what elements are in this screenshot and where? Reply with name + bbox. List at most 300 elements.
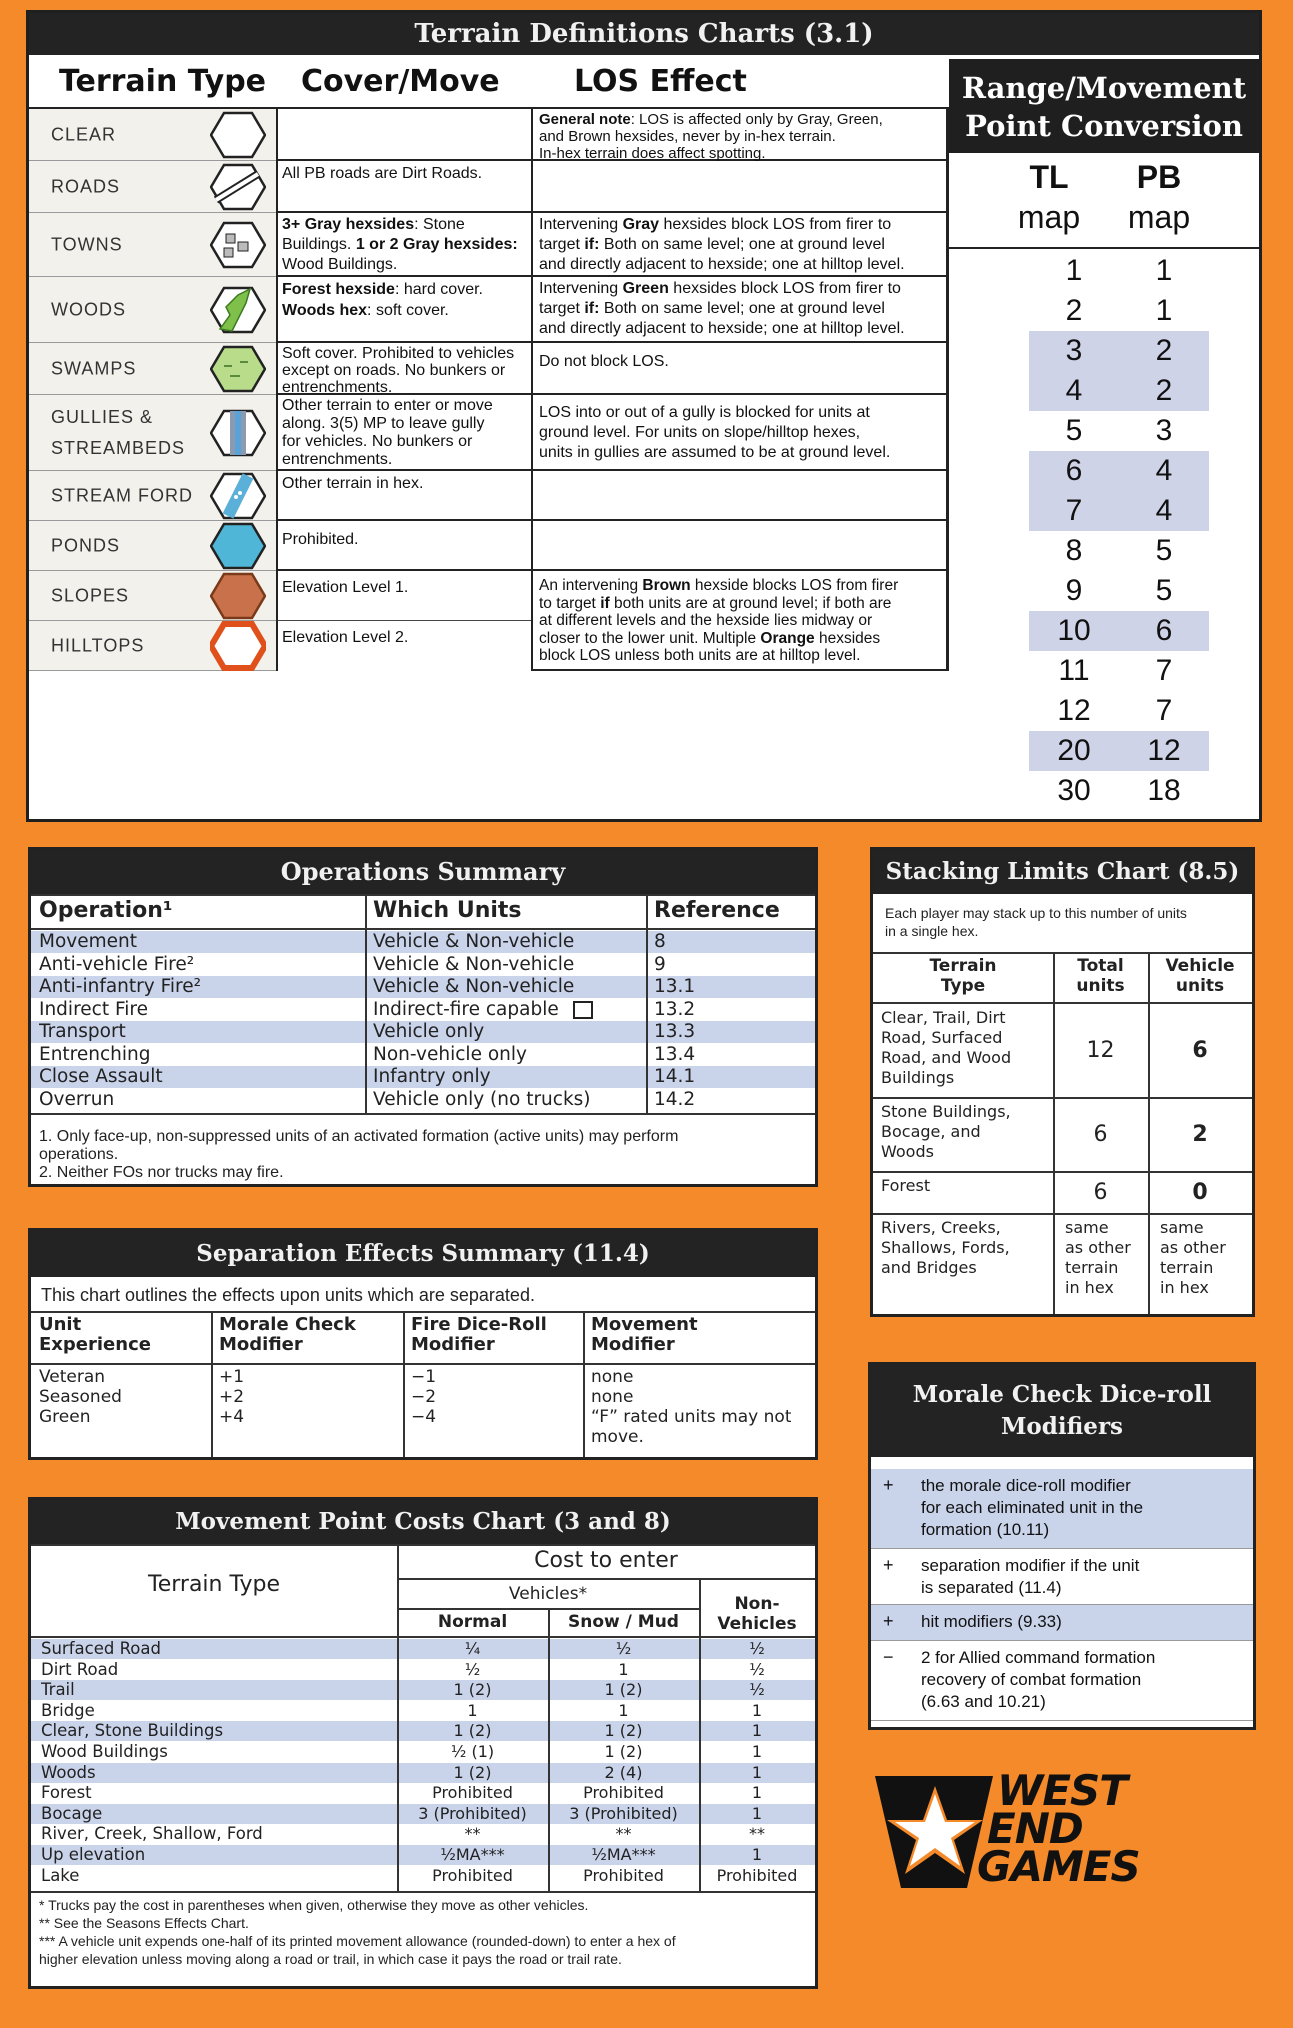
range-tl-value: 9 bbox=[1065, 574, 1083, 607]
terrain-row bbox=[29, 521, 949, 571]
stack-terrain-line: Road, and Wood bbox=[881, 1048, 1012, 1067]
stack-terrain-line: Road, Surfaced bbox=[881, 1028, 1003, 1047]
stack-terrain bbox=[881, 1176, 930, 1196]
sep-cell: Seasoned bbox=[39, 1387, 122, 1407]
range-row bbox=[1029, 691, 1209, 731]
range-pb-value: 1 bbox=[1155, 254, 1173, 287]
stack-total-line: in hex bbox=[1065, 1278, 1114, 1297]
stack-header bbox=[1148, 956, 1252, 996]
mp-table bbox=[31, 1544, 815, 1894]
morale-sign: − bbox=[883, 1647, 894, 1667]
terrain-name-line: WOODS bbox=[51, 299, 126, 319]
stack-terrain-line: Clear, Trail, Dirt bbox=[881, 1008, 1006, 1027]
range-row bbox=[1029, 531, 1209, 571]
bold-text: if: bbox=[584, 300, 600, 317]
ops-reference: 9 bbox=[654, 953, 666, 975]
cover-line: Other terrain in hex. bbox=[282, 475, 424, 492]
cover-move-cell bbox=[276, 277, 531, 343]
stack-vehicle-line: terrain bbox=[1160, 1258, 1214, 1277]
bold-text: Woods hex bbox=[282, 302, 368, 319]
ops-reference: 13.3 bbox=[654, 1021, 696, 1042]
ops-operation: Overrun bbox=[39, 1088, 115, 1110]
terrain-name-line: STREAMBEDS bbox=[51, 437, 186, 458]
los-effect-cell bbox=[531, 395, 949, 471]
sep-col-divider bbox=[211, 1311, 213, 1457]
text-line bbox=[282, 215, 527, 235]
mp-notes bbox=[39, 1896, 676, 1968]
ops-notes bbox=[39, 1128, 678, 1182]
mp-cost: 1 bbox=[751, 1845, 763, 1864]
mp-note-4: higher elevation unless moving along a road or trail, in which case it pays the road or trail rate. bbox=[39, 1951, 622, 1967]
ops-header: Operation¹ bbox=[39, 898, 173, 923]
col-cover-move: Cover/Move bbox=[301, 64, 500, 99]
terrain-chart-title: Terrain Definitions Charts (3.1) bbox=[29, 13, 1259, 55]
stack-total: 6 bbox=[1093, 1122, 1108, 1147]
los-line: units in gullies are assumed to be at ground level. bbox=[539, 444, 891, 461]
range-tl-value: 11 bbox=[1058, 654, 1090, 687]
morale-item bbox=[871, 1469, 1253, 1549]
terrain-definitions-chart bbox=[26, 10, 1262, 822]
swamp-hex-icon bbox=[210, 344, 266, 394]
range-title-line1: Range/Movement bbox=[961, 71, 1247, 105]
separation-effects-summary bbox=[28, 1228, 818, 1460]
sep-table bbox=[31, 1311, 815, 1457]
cover-move-cell bbox=[276, 521, 531, 571]
stack-total: 6 bbox=[1093, 1180, 1108, 1205]
stack-header bbox=[1053, 956, 1148, 996]
text-line bbox=[539, 128, 940, 145]
terrain-name-cell bbox=[29, 213, 276, 277]
text-line bbox=[539, 145, 940, 162]
text-span: Both on same level; one at ground level bbox=[599, 236, 885, 253]
mp-terrain: Forest bbox=[41, 1783, 92, 1803]
ops-note-1: 1. Only face-up, non-suppressed units of an activated formation (active units) may perform bbox=[39, 1128, 679, 1145]
mp-cost: ½ bbox=[464, 1659, 481, 1679]
bold-text: Forest hexside bbox=[282, 281, 395, 298]
morale-line: recovery of combat formation bbox=[921, 1670, 1142, 1689]
morale-line: separation modifier if the unit bbox=[921, 1556, 1140, 1575]
terrain-name bbox=[51, 402, 185, 464]
stack-intro bbox=[885, 904, 1187, 940]
terrain-name bbox=[51, 530, 120, 561]
mp-cost: ½ (1) bbox=[450, 1742, 495, 1761]
mp-cost: ½ bbox=[749, 1639, 765, 1658]
terrain-row bbox=[29, 109, 949, 161]
ops-operation: Movement bbox=[39, 931, 137, 952]
ops-units: Vehicle only (no trucks) bbox=[373, 1088, 591, 1110]
bold-text: Green bbox=[622, 280, 669, 297]
stack-terrain-line: and Bridges bbox=[881, 1258, 977, 1277]
mp-terrain: Dirt Road bbox=[41, 1659, 119, 1679]
morale-line: is separated (11.4) bbox=[921, 1578, 1062, 1597]
text-line bbox=[282, 279, 527, 300]
terrain-row bbox=[29, 277, 949, 343]
range-tl-value: 8 bbox=[1065, 534, 1083, 567]
los-line: Do not block LOS. bbox=[539, 353, 669, 370]
range-pb-value: 5 bbox=[1155, 574, 1173, 607]
stack-terrain-line: Buildings bbox=[881, 1068, 955, 1087]
ops-header: Reference bbox=[654, 898, 780, 923]
range-tl-value: 10 bbox=[1057, 614, 1091, 647]
stack-terrain-line: Stone Buildings, bbox=[881, 1102, 1011, 1121]
town-hex-icon bbox=[210, 220, 266, 270]
ops-operation: Anti-vehicle Fire² bbox=[39, 953, 195, 975]
stack-terrain bbox=[881, 1102, 1011, 1162]
range-row bbox=[1029, 291, 1209, 331]
ops-col-divider bbox=[365, 894, 367, 1114]
range-row bbox=[1029, 771, 1209, 811]
ops-table bbox=[31, 894, 815, 1110]
range-tl-value: 5 bbox=[1065, 414, 1083, 447]
ops-units: Vehicle & Non-vehicle bbox=[373, 931, 575, 952]
mp-header-terrain: Terrain Type bbox=[148, 1572, 280, 1597]
mp-cost: 1 bbox=[618, 1659, 629, 1679]
ops-units: Vehicle only bbox=[373, 1021, 485, 1042]
mp-header-vehicles: Vehicles* bbox=[508, 1584, 588, 1604]
text-line bbox=[539, 111, 940, 128]
sep-cell: Veteran bbox=[39, 1367, 106, 1387]
cover-move-cell bbox=[276, 343, 531, 395]
mp-note-1: * Trucks pay the cost in parentheses when given, otherwise they move as other vehicles. bbox=[39, 1897, 589, 1913]
mp-title: Movement Point Costs Chart (3 and 8) bbox=[31, 1500, 815, 1544]
ops-note-1b: operations. bbox=[39, 1146, 119, 1163]
range-tl-value: 2 bbox=[1065, 294, 1083, 327]
text-span: hexside blocks LOS from firer bbox=[690, 577, 899, 594]
text-span: Buildings. bbox=[282, 236, 356, 253]
terrain-row bbox=[29, 343, 949, 395]
ops-operation: Indirect Fire bbox=[39, 998, 148, 1020]
range-pb-value: 12 bbox=[1147, 734, 1181, 767]
ops-operation: Close Assault bbox=[39, 1066, 163, 1087]
terrain-row bbox=[29, 395, 949, 471]
range-pb-value: 5 bbox=[1155, 534, 1173, 567]
mp-cost: 1 bbox=[751, 1721, 763, 1741]
ops-top-rule bbox=[31, 894, 815, 896]
terrain-name-cell bbox=[29, 277, 276, 343]
terrain-row bbox=[29, 621, 949, 671]
text-line bbox=[539, 255, 940, 275]
stack-header bbox=[873, 956, 1053, 996]
range-pb-value: 2 bbox=[1155, 374, 1173, 407]
ops-col-divider bbox=[646, 894, 648, 1114]
mp-terrain: Trail bbox=[41, 1680, 75, 1700]
mp-header-normal: Normal bbox=[437, 1612, 508, 1632]
stack-total-line: terrain bbox=[1065, 1258, 1119, 1277]
morale-line: (6.63 and 10.21) bbox=[921, 1692, 1046, 1711]
range-pb-value: 4 bbox=[1155, 494, 1173, 527]
ops-operation: Entrenching bbox=[39, 1043, 151, 1065]
mp-cost: 1 bbox=[751, 1803, 763, 1823]
stack-table bbox=[873, 952, 1252, 1314]
text-line bbox=[282, 235, 527, 255]
terrain-name bbox=[51, 171, 120, 202]
cover-line: entrenchments. bbox=[282, 451, 393, 468]
logo-end: END bbox=[987, 1804, 1083, 1853]
range-column-heads bbox=[949, 153, 1259, 249]
range-pb-value: 7 bbox=[1155, 654, 1173, 687]
stack-vehicle: 0 bbox=[1192, 1180, 1208, 1205]
morale-item bbox=[871, 1641, 1253, 1721]
mp-cost: 3 (Prohibited) bbox=[418, 1803, 527, 1823]
cover-move-cell bbox=[276, 161, 531, 213]
ops-title: Operations Summary bbox=[31, 850, 815, 894]
ops-operation: Anti-infantry Fire² bbox=[39, 976, 202, 997]
morale-title-1: Morale Check Dice-roll bbox=[912, 1381, 1212, 1408]
mp-cost: 2 (4) bbox=[604, 1762, 643, 1782]
checkbox-icon bbox=[573, 1001, 593, 1019]
sep-title: Separation Effects Summary (11.4) bbox=[31, 1231, 815, 1277]
los-line: ground level. For units on slope/hilltop hexes, bbox=[539, 424, 861, 441]
range-row bbox=[1029, 331, 1209, 371]
sep-header bbox=[39, 1315, 151, 1355]
mp-cost: 1 (2) bbox=[604, 1721, 643, 1741]
text-line bbox=[539, 279, 940, 299]
range-tl-value: 20 bbox=[1057, 734, 1091, 767]
mp-cost: 3 (Prohibited) bbox=[569, 1803, 678, 1823]
range-row bbox=[1029, 491, 1209, 531]
cover-line: along. 3(5) MP to leave gully bbox=[282, 415, 485, 432]
terrain-name-cell bbox=[29, 395, 276, 471]
bold-text: Gray bbox=[622, 216, 660, 233]
terrain-name-line: CLEAR bbox=[51, 124, 117, 144]
bold-text: if bbox=[600, 594, 610, 612]
mp-col-divider bbox=[548, 1608, 550, 1892]
text-span: both units are at ground level; if both are bbox=[609, 594, 892, 612]
range-row bbox=[1029, 731, 1209, 771]
mp-cost: ½MA*** bbox=[440, 1845, 505, 1864]
bold-text: 1 or 2 Gray hexsides: bbox=[355, 236, 518, 253]
stack-col-divider bbox=[1148, 952, 1150, 1314]
range-row bbox=[1029, 411, 1209, 451]
ops-reference: 8 bbox=[654, 931, 666, 952]
clear-hex-icon bbox=[210, 110, 266, 160]
cover-move-cell bbox=[276, 571, 531, 621]
mp-terrain: Lake bbox=[41, 1865, 80, 1885]
stack-header-line: Total bbox=[1077, 956, 1124, 976]
text-span: target bbox=[539, 236, 585, 253]
cover-line: Soft cover. Prohibited to vehicles bbox=[282, 345, 515, 362]
range-tl-head: TL bbox=[1029, 159, 1069, 195]
mp-cost: Prohibited bbox=[583, 1865, 664, 1885]
los-effect-cell bbox=[531, 109, 949, 161]
terrain-name-cell bbox=[29, 621, 276, 671]
stack-header-line: Vehicle bbox=[1165, 956, 1235, 976]
range-pb-value: 7 bbox=[1155, 694, 1173, 727]
mp-cost: 1 (2) bbox=[604, 1680, 643, 1700]
stack-terrain-line: Bocage, and bbox=[881, 1122, 981, 1141]
mp-cost: Prohibited bbox=[432, 1865, 513, 1885]
cover-line: for vehicles. No bunkers or bbox=[282, 433, 473, 450]
text-line bbox=[282, 300, 527, 321]
range-row bbox=[1029, 651, 1209, 691]
stack-terrain-line: Rivers, Creeks, bbox=[881, 1218, 1001, 1237]
morale-text bbox=[921, 1611, 1062, 1633]
sep-cell: none bbox=[591, 1367, 634, 1387]
text-span: : soft cover. bbox=[367, 302, 449, 319]
ops-header: Which Units bbox=[373, 898, 522, 923]
los-effect-cell bbox=[531, 343, 949, 395]
mp-header-snow: Snow / Mud bbox=[568, 1612, 679, 1632]
los-effect-cell bbox=[531, 213, 949, 277]
stacking-limits-chart bbox=[870, 847, 1255, 1317]
cover-line: entrenchments. bbox=[282, 379, 393, 396]
mp-cost: ** bbox=[615, 1824, 632, 1844]
sep-intro: This chart outlines the effects upon units which are separated. bbox=[41, 1285, 535, 1305]
sep-cell: −2 bbox=[411, 1387, 437, 1407]
range-tl-value: 7 bbox=[1065, 494, 1083, 527]
los-line: LOS into or out of a gully is blocked for units at bbox=[539, 404, 870, 421]
mp-note-2: ** See the Seasons Effects Chart. bbox=[39, 1915, 249, 1931]
mp-cost: ¼ bbox=[464, 1639, 481, 1658]
ops-units: Indirect-fire capable bbox=[373, 998, 559, 1020]
text-span: Intervening bbox=[539, 280, 623, 297]
sep-cell: −4 bbox=[411, 1407, 437, 1427]
logo-west: WEST bbox=[997, 1766, 1127, 1815]
stack-header-line: units bbox=[1175, 976, 1225, 996]
mp-cost: 1 bbox=[751, 1762, 763, 1782]
text-span: In-hex terrain does affect spotting. bbox=[539, 145, 766, 162]
sep-cell: −1 bbox=[411, 1367, 437, 1387]
stack-col-divider bbox=[1053, 952, 1055, 1314]
text-span: block LOS unless both units are at hilltop level. bbox=[539, 647, 861, 664]
sep-cell: “F” rated units may not bbox=[591, 1407, 792, 1427]
terrain-name-cell bbox=[29, 109, 276, 161]
mp-cost: 1 (2) bbox=[453, 1762, 492, 1782]
range-pb-map: map bbox=[1127, 199, 1191, 235]
text-line bbox=[539, 299, 940, 319]
ops-reference: 14.2 bbox=[654, 1088, 696, 1110]
text-span: Intervening bbox=[539, 216, 623, 233]
terrain-name-line: GULLIES & bbox=[51, 406, 154, 427]
range-tl-value: 3 bbox=[1065, 334, 1083, 367]
terrain-row bbox=[29, 161, 949, 213]
terrain-name bbox=[51, 630, 144, 661]
sep-col-divider bbox=[403, 1311, 405, 1457]
terrain-name-line: SLOPES bbox=[51, 585, 130, 605]
terrain-name bbox=[51, 480, 193, 511]
bold-text: Brown bbox=[642, 577, 691, 594]
morale-title-2: Modifiers bbox=[1000, 1413, 1124, 1440]
mp-header-cost: Cost to enter bbox=[534, 1548, 678, 1573]
mp-cost: 1 bbox=[618, 1700, 629, 1720]
movement-point-costs-chart bbox=[28, 1497, 818, 1989]
range-pb-value: 4 bbox=[1155, 454, 1173, 487]
text-span: at different levels and the hexside lies midway or bbox=[539, 612, 873, 629]
sep-col-divider bbox=[583, 1311, 585, 1457]
mp-terrain: Surfaced Road bbox=[41, 1639, 161, 1658]
stack-terrain-line: Forest bbox=[881, 1176, 931, 1195]
terrain-name-cell bbox=[29, 343, 276, 395]
text-span: target bbox=[539, 300, 585, 317]
mp-terrain: Bridge bbox=[41, 1700, 95, 1720]
range-row bbox=[1029, 571, 1209, 611]
bold-text: if: bbox=[584, 236, 600, 253]
bold-text: 3+ Gray hexsides bbox=[282, 216, 415, 233]
range-row bbox=[1029, 611, 1209, 651]
sep-header-line: Movement bbox=[591, 1315, 698, 1335]
morale-sign: + bbox=[883, 1555, 894, 1575]
stack-terrain bbox=[881, 1008, 1011, 1088]
mp-terrain: Woods bbox=[41, 1762, 96, 1782]
morale-item bbox=[871, 1605, 1253, 1641]
cover-move-cell bbox=[276, 109, 531, 161]
pond-hex-icon bbox=[210, 521, 266, 571]
mp-header-nonveh bbox=[699, 1594, 815, 1634]
terrain-name-line: PONDS bbox=[51, 535, 121, 555]
range-tl-map: map bbox=[1017, 199, 1081, 235]
terrain-name bbox=[51, 294, 126, 325]
stack-terrain-line: Woods bbox=[881, 1142, 934, 1161]
mp-cost: 1 bbox=[467, 1700, 478, 1720]
terrain-name-line: TOWNS bbox=[51, 234, 123, 254]
mp-col-divider bbox=[397, 1544, 399, 1892]
range-conversion-title bbox=[949, 57, 1259, 153]
stack-total-line: as other bbox=[1065, 1238, 1131, 1257]
text-line bbox=[539, 235, 940, 255]
mp-cost: 1 bbox=[751, 1700, 763, 1720]
mp-note-3: *** A vehicle unit expends one-half of its printed movement allowance (rounded-down) to enter a hex of bbox=[39, 1933, 676, 1949]
range-pb-value: 6 bbox=[1155, 614, 1173, 647]
stack-top-rule bbox=[873, 952, 1252, 954]
sep-header-line: Modifier bbox=[219, 1334, 303, 1355]
text-span: and directly adjacent to hexside; one at hilltop level. bbox=[539, 256, 905, 273]
stack-vehicle: 6 bbox=[1192, 1038, 1208, 1063]
morale-line: the morale dice-roll modifier bbox=[921, 1476, 1131, 1495]
mp-header-nonveh-line: Vehicles bbox=[717, 1614, 797, 1634]
terrain-name-cell bbox=[29, 471, 276, 521]
mp-rule bbox=[397, 1578, 815, 1580]
ops-reference: 13.2 bbox=[654, 998, 696, 1020]
range-title-line2: Point Conversion bbox=[965, 109, 1243, 143]
text-span: and directly adjacent to hexside; one at hilltop level. bbox=[539, 320, 905, 337]
stack-vehicle: 2 bbox=[1192, 1122, 1208, 1147]
mp-header-nonveh-line: Non- bbox=[734, 1594, 780, 1614]
stack-header-line: Type bbox=[940, 976, 986, 996]
stack-total-line: same bbox=[1065, 1218, 1109, 1237]
text-span: : Stone bbox=[414, 216, 465, 233]
col-los-effect: LOS Effect bbox=[574, 64, 747, 99]
terrain-name-line: STREAM FORD bbox=[51, 485, 194, 505]
stack-vehicle-line: in hex bbox=[1160, 1278, 1209, 1297]
text-line bbox=[539, 319, 940, 339]
text-span: to target bbox=[539, 594, 601, 612]
text-span: hexsides bbox=[814, 629, 881, 647]
mp-cost: ** bbox=[749, 1824, 765, 1844]
sep-header-line: Modifier bbox=[411, 1334, 495, 1355]
mp-cost: 1 (2) bbox=[604, 1742, 643, 1761]
cover-move-cell bbox=[276, 395, 531, 471]
mp-cost: Prohibited bbox=[716, 1865, 798, 1885]
mp-terrain: Wood Buildings bbox=[41, 1742, 168, 1761]
terrain-name-cell bbox=[29, 521, 276, 571]
text-line bbox=[539, 577, 940, 595]
text-span: Both on same level; one at ground level bbox=[599, 300, 885, 317]
mp-rule bbox=[31, 1636, 815, 1638]
sep-cell: Green bbox=[39, 1407, 91, 1427]
ops-units: Vehicle & Non-vehicle bbox=[373, 976, 575, 997]
mp-terrain: Bocage bbox=[41, 1803, 103, 1823]
los-effect-cell bbox=[531, 521, 949, 571]
terrain-name bbox=[51, 580, 129, 611]
morale-check-modifiers bbox=[868, 1362, 1256, 1730]
ops-units: Infantry only bbox=[373, 1066, 491, 1087]
bold-text: Orange bbox=[760, 629, 815, 647]
stack-vehicle-line: as other bbox=[1160, 1238, 1226, 1257]
sep-header-line: Experience bbox=[39, 1334, 151, 1355]
ops-reference: 14.1 bbox=[654, 1066, 696, 1087]
text-span: : LOS is affected only by Gray, Green, bbox=[630, 111, 883, 128]
morale-line: 2 for Allied command formation bbox=[921, 1648, 1156, 1667]
